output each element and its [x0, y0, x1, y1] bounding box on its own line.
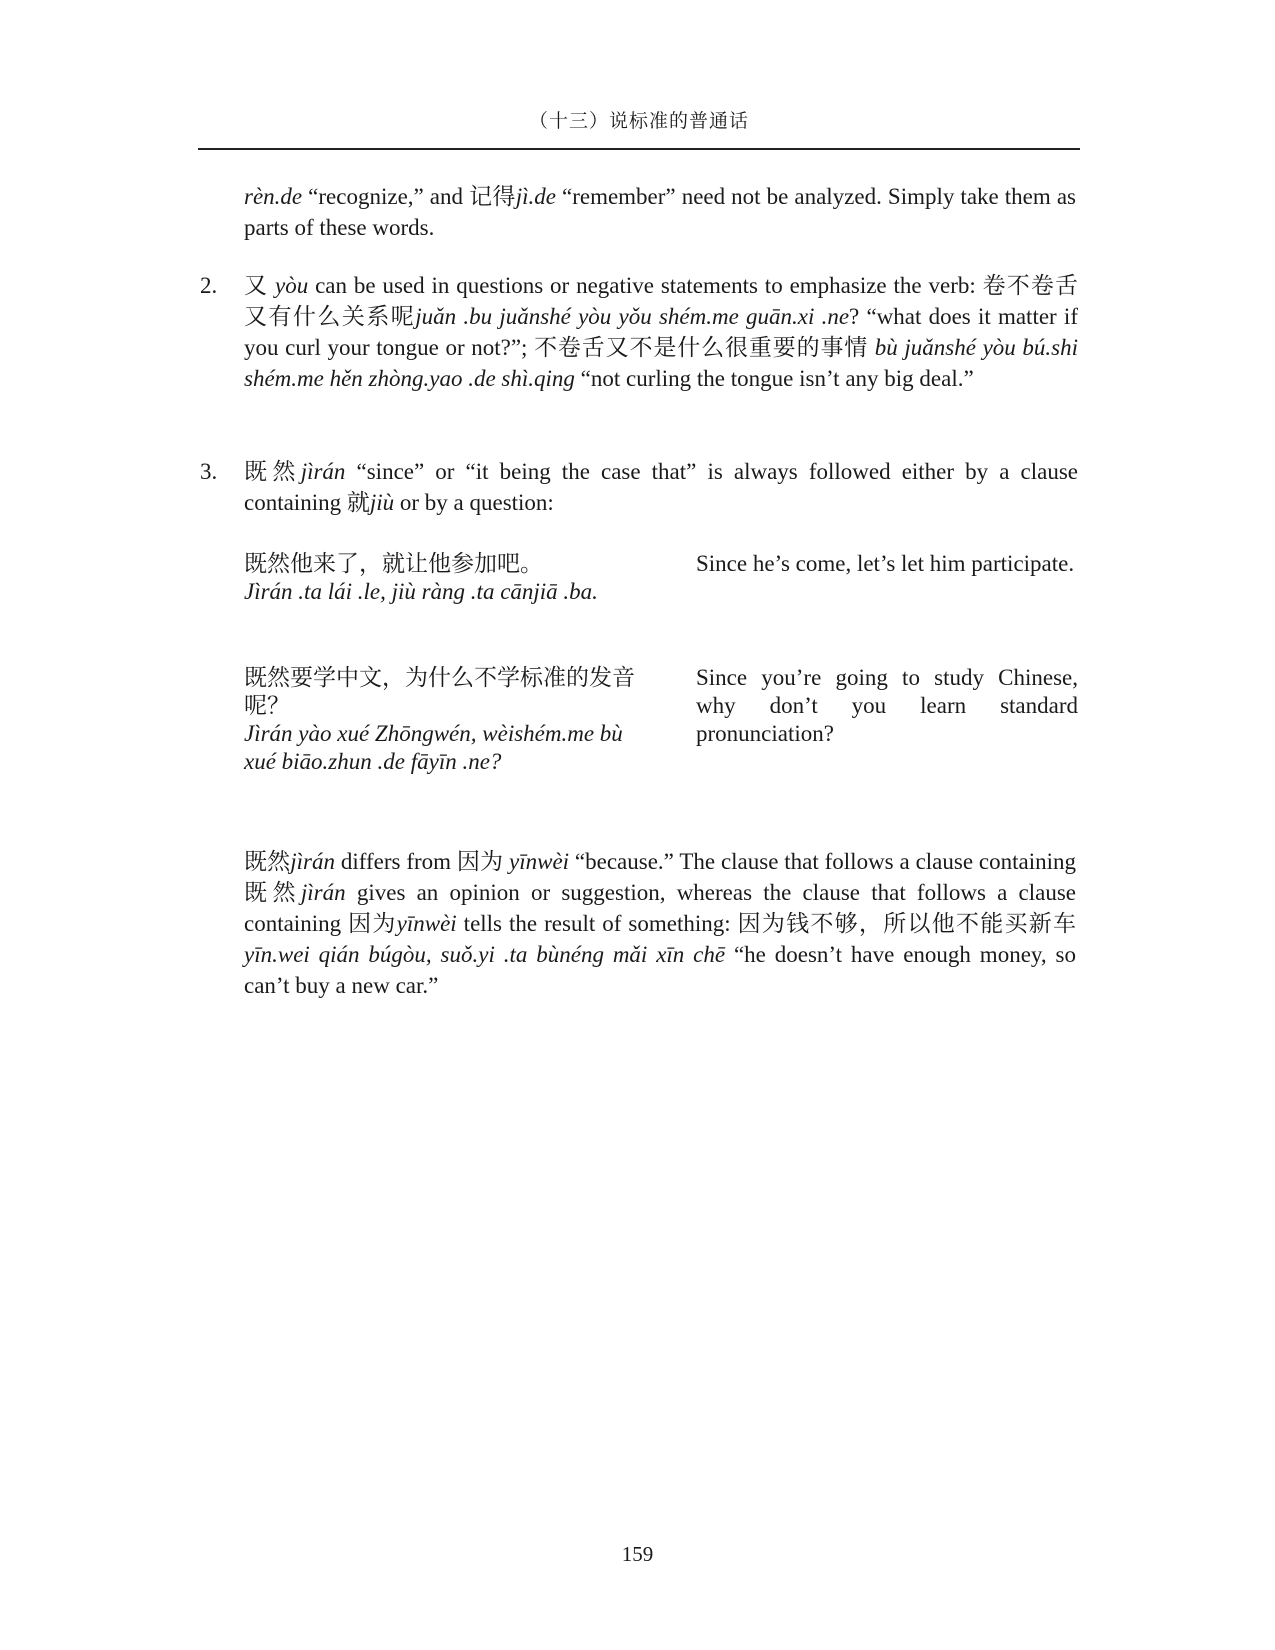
pinyin-term: yīn.wei qián búgòu, suǒ.yi .ta bùnéng mǎi xīn chē [244, 942, 726, 967]
pinyin-term: yòu [275, 273, 309, 298]
chinese-term: 既然 [244, 459, 301, 484]
example-translation: Since you’re going to study Chinese, why don’t you learn standard pronunciation? [696, 665, 1078, 746]
list-item-2 [200, 270, 1078, 394]
chinese-term: 既然 [244, 849, 291, 874]
text-run: “recognize,” and [302, 184, 470, 209]
note-paragraph [244, 846, 1076, 1001]
pinyin-term: jì.de [515, 184, 556, 209]
list-item-3 [200, 456, 1078, 518]
item-number: 3. [200, 459, 218, 484]
text-run: ? “what does it matter if you curl your tongue or not?”; 不卷舌又不是什么很重要的事情 [244, 304, 1078, 360]
chinese-term: 记得 [469, 184, 516, 209]
pinyin-term: jiù [369, 490, 395, 515]
header-rule [198, 148, 1080, 150]
running-header: （十三）说标准的普通话 [528, 111, 749, 132]
text-run: “remember” need not be analyzed. Simply take them as parts of these words. [244, 184, 1076, 240]
text-run: or by a question: [394, 490, 554, 515]
text-run: can be used in questions or negative statements to emphasize the verb: 卷不卷舌又有什么关系呢 [244, 273, 1078, 329]
text-run: gives an opinion or suggestion, whereas the clause that follows a clause containing 因为 [244, 880, 1076, 936]
example-pinyin: Jìrán yào xué Zhōngwén, wèishém.me bù xué biāo.zhun .de fāyīn .ne? [244, 721, 623, 774]
example-sentence [244, 550, 1078, 606]
pinyin-term: bù juǎnshé yòu bú.shi shém.me hěn zhòng.yao .de shì.qing [244, 335, 1078, 391]
pinyin-term: yīnwèi [396, 911, 457, 936]
text-run: differs from 因为 [334, 849, 509, 874]
item-number: 2. [200, 273, 218, 298]
chinese-term: 又 [244, 273, 275, 298]
text-run: “not curling the tongue isn’t any big deal.” [574, 366, 974, 391]
pinyin-term: jìrán [300, 459, 346, 484]
pinyin-term: jìrán [300, 880, 346, 905]
example-sentence [244, 664, 1078, 776]
text-run: “he doesn’t have enough money, so can’t buy a new car.” [244, 942, 1076, 998]
example-translation: Since he’s come, let’s let him participate. [696, 551, 1075, 576]
text-run: “since” or “it being the case that” is always followed either by a clause containing 就 [244, 459, 1078, 515]
example-chinese: 既然要学中文，为什么不学标准的发音呢？ [244, 665, 635, 718]
example-chinese: 既然他来了，就让他参加吧。 [244, 551, 543, 576]
pinyin-term: juǎn .bu juǎnshé yòu yǒu shém.me guān.xi .ne [415, 304, 850, 329]
example-pinyin: Jìrán .ta lái .le, jiù ràng .ta cānjiā .ba. [244, 579, 598, 604]
pinyin-term: jìrán [290, 849, 335, 874]
text-run: “because.” The clause that follows a clause containing 既然 [244, 849, 1076, 905]
continued-paragraph [244, 181, 1076, 243]
page-number: 159 [621, 1542, 654, 1566]
text-run: tells the result of something: 因为钱不够，所以他不能买新车 [456, 911, 1077, 936]
pinyin-term: yīnwèi [509, 849, 570, 874]
pinyin-term: rèn.de [244, 184, 303, 209]
item-text [244, 456, 1078, 518]
item-text [244, 270, 1078, 394]
